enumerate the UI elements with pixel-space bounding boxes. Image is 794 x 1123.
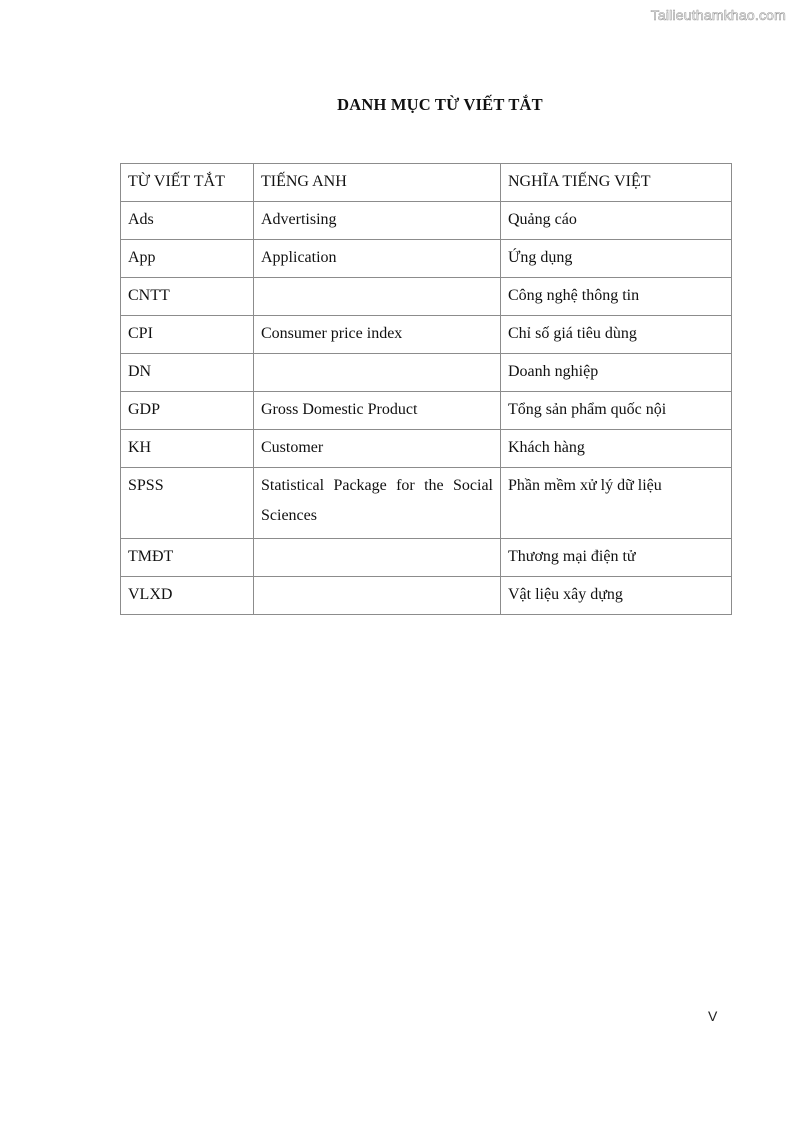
vietnamese-cell: Quảng cáo [501, 202, 732, 240]
english-cell [254, 577, 501, 615]
page-title: DANH MỤC TỪ VIẾT TẮT [337, 95, 543, 114]
table-row [121, 202, 732, 240]
english-cell: Application [254, 240, 501, 278]
watermark: Tailieuthamkhao.com [650, 7, 786, 23]
abbreviation-cell: TMĐT [121, 539, 254, 577]
vietnamese-cell: Công nghệ thông tin [501, 278, 732, 316]
vietnamese-cell: Chỉ số giá tiêu dùng [501, 316, 732, 354]
page-number: V [708, 1008, 718, 1024]
english-cell [254, 278, 501, 316]
table-row [121, 430, 732, 468]
english-cell: Consumer price index [254, 316, 501, 354]
abbreviation-cell: VLXD [121, 577, 254, 615]
vietnamese-cell: Khách hàng [501, 430, 732, 468]
table-row [121, 316, 732, 354]
abbreviation-cell: GDP [121, 392, 254, 430]
abbreviation-cell: App [121, 240, 254, 278]
table-row [121, 392, 732, 430]
vietnamese-cell: Tổng sản phẩm quốc nội [501, 392, 732, 430]
table-row [121, 577, 732, 615]
vietnamese-cell: Doanh nghiệp [501, 354, 732, 392]
header-vietnamese: NGHĨA TIẾNG VIỆT [501, 164, 732, 202]
english-cell: Gross Domestic Product [254, 392, 501, 430]
table-row [121, 468, 732, 539]
vietnamese-cell: Thương mại điện tử [501, 539, 732, 577]
abbreviation-cell: CPI [121, 316, 254, 354]
english-cell: Statistical Package for the Social Sciences [254, 468, 501, 539]
table-header-row [121, 164, 732, 202]
vietnamese-cell: Phần mềm xử lý dữ liệu [501, 468, 732, 539]
abbreviation-cell: CNTT [121, 278, 254, 316]
vietnamese-cell: Vật liệu xây dựng [501, 577, 732, 615]
abbreviation-cell: DN [121, 354, 254, 392]
english-cell [254, 539, 501, 577]
table-row [121, 539, 732, 577]
header-english: TIẾNG ANH [254, 164, 501, 202]
vietnamese-cell: Ứng dụng [501, 240, 732, 278]
english-cell [254, 354, 501, 392]
table-row [121, 278, 732, 316]
abbreviation-cell: SPSS [121, 468, 254, 539]
table-row [121, 354, 732, 392]
abbreviation-table [120, 163, 732, 615]
abbreviation-cell: KH [121, 430, 254, 468]
english-cell: Advertising [254, 202, 501, 240]
header-abbreviation: TỪ VIẾT TẮT [121, 164, 254, 202]
table-row [121, 240, 732, 278]
english-cell: Customer [254, 430, 501, 468]
abbreviation-cell: Ads [121, 202, 254, 240]
